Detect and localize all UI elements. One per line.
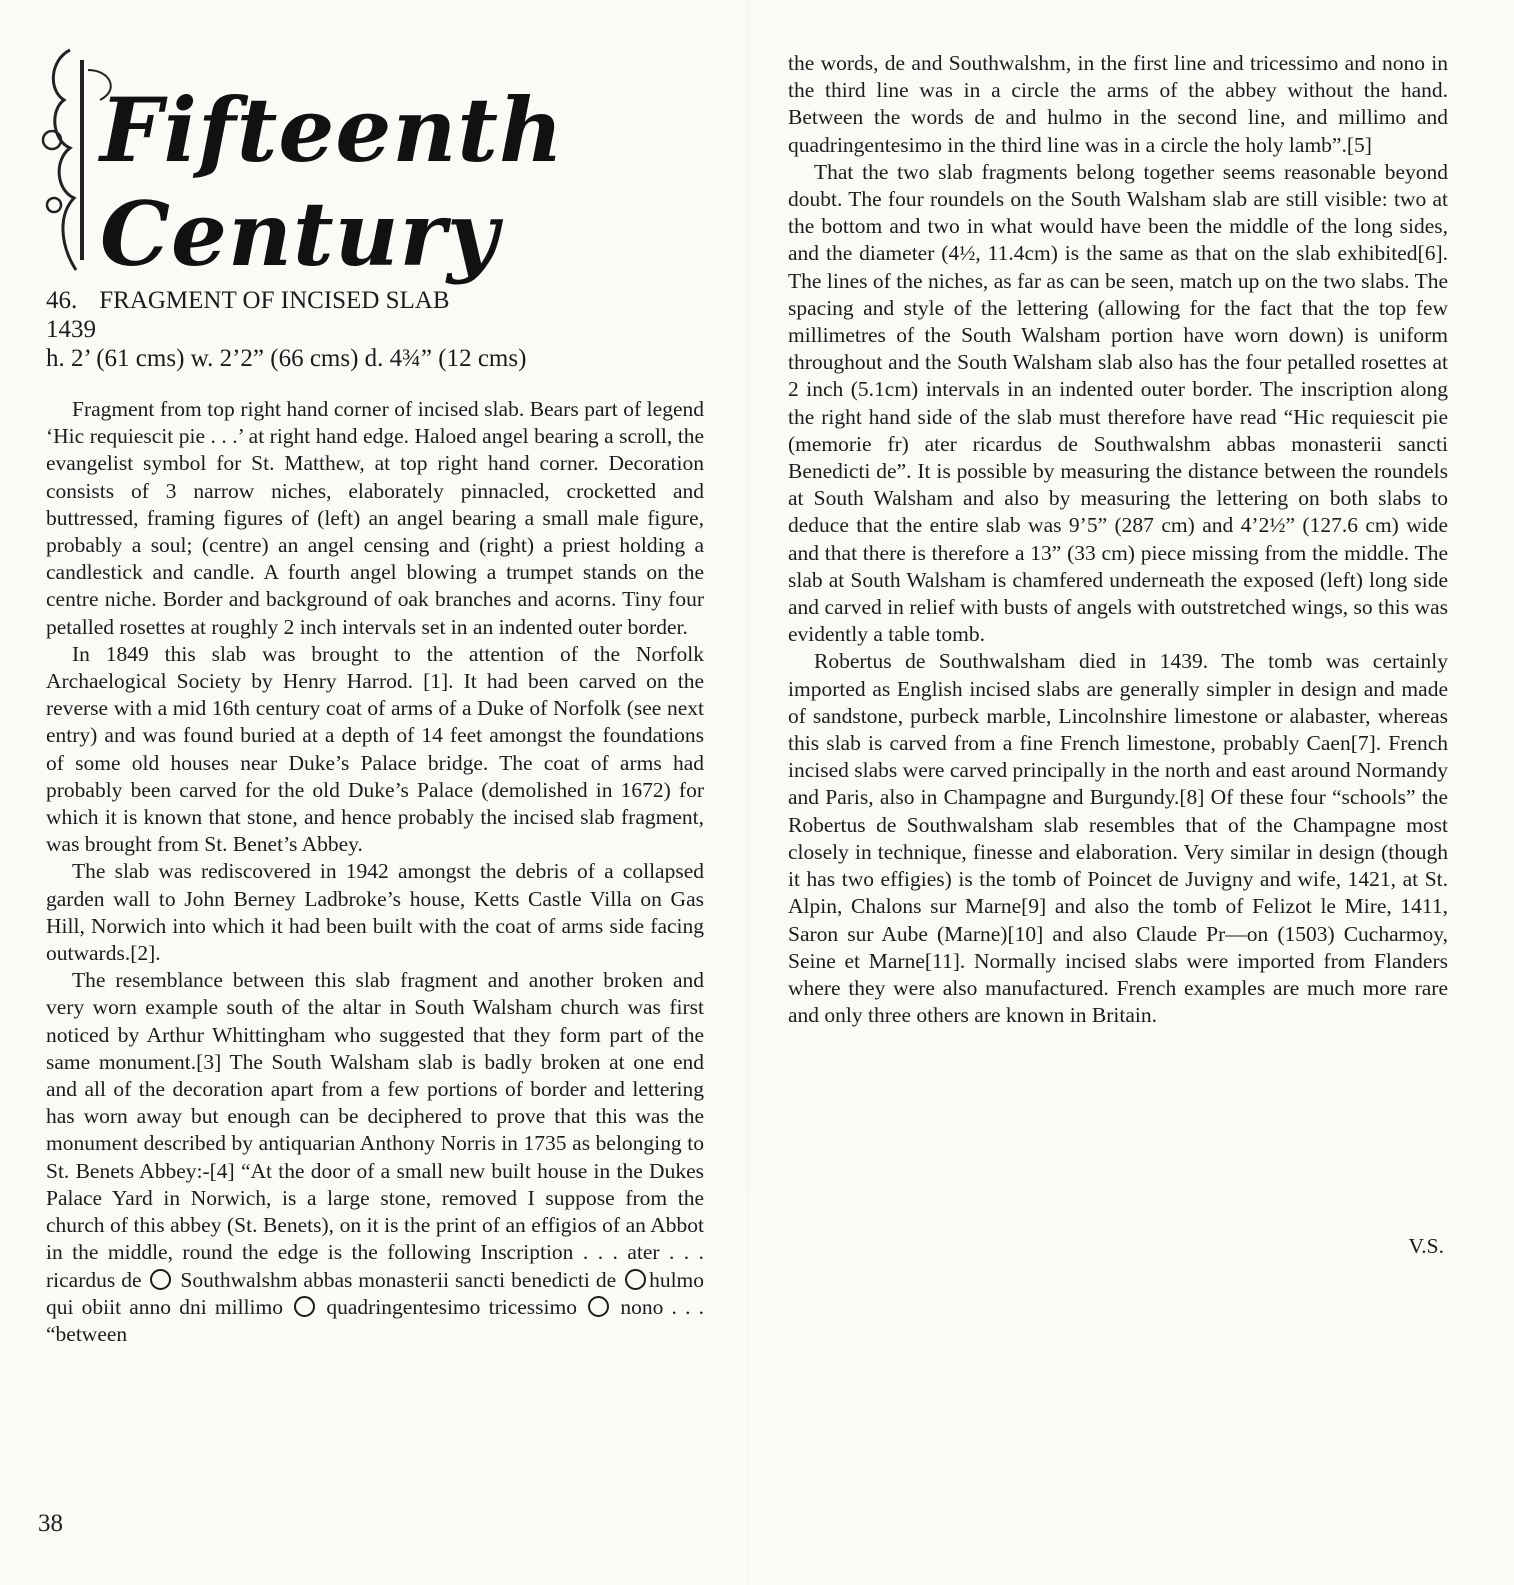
paragraph: Fragment from top right hand corner of incised slab. Bears part of legend ‘Hic requiescit pie . . .’ at right hand edge. Haloed angel bearing a scroll, the evangelist symbol for St. Matthew, at top right hand corner. Decoration consists of 3 narrow niches, elaborately pinnacled, crocketted and buttressed, framing figures of (left) an angel bearing a small male figure, probably a soul; (centre) an angel censing and (right) a priest holding a candlestick and candle. A fourth angel blowing a trumpet stands on the centre niche. Border and background of oak branches and acorns. Tiny four petalled rosettes at roughly 2 inch intervals set in an indented outer border. [46, 397, 704, 639]
chapter-heading [30, 30, 710, 286]
paragraph [46, 967, 704, 1348]
text-segment: hulmo qui obiit anno dni millimo [46, 1267, 705, 1319]
roundel-icon [294, 1296, 315, 1317]
author-initials: V.S. [1408, 1234, 1444, 1258]
paragraph: Robertus de Southwalsham died in 1439. The tomb was certainly imported as English incised slabs are generally simpler in design and made of sandstone, purbeck marble, Lincolnshire limestone or alabaster, whereas this slab is carved from a fine French limestone, probably Caen[7]. French incised slabs were carved principally in the north and east around Normandy and Paris, also in Champagne and Burgundy.[8] Of these four “schools” the Robertus de Southwalsham slab resembles that of the Champagne most closely in technique, finesse and elaboration. Very similar in design (though it has two effigies) is the tomb of Poincet de Juvigny and wife, 1421, at St. Alpin, Chalons sur Marne[9] and also the tomb of Felizot le Mire, 1411, Saron sur Aube (Marne)[10] and also Claude Pr—on (1503) Cucharmoy, Seine et Marne[11]. Normally incised slabs were imported from Flanders where they were also manufactured. French examples are much more rare and only three others are known in Britain. [788, 649, 1448, 1028]
entry-date: 1439 [46, 316, 96, 343]
entry-dimensions: h. 2’ (61 cms) w. 2’2” (66 cms) d. 4¾” (12 cms) [46, 345, 527, 372]
page-gutter [748, 0, 749, 1585]
text-segment: nono . . . “between [46, 1294, 705, 1346]
text-segment: quadringentesimo tricessimo [326, 1294, 577, 1319]
paragraph: the words, de and Southwalshm, in the first line and tricessimo and nono in the third line was in a circle the arms of the abbey without the hand. Between the words de and hulmo in the second line, and millimo and quadringentesimo in the third line was in a circle the holy lamb”.[5] [788, 51, 1448, 157]
left-column [46, 396, 704, 1348]
text-segment: The resemblance between this slab fragment and another broken and very worn example south of the altar in South Walsham church was first noticed by Arthur Whittingham who suggested that they form part of the same monument.[3] The South Walsham slab is badly broken at one end and all of the decoration apart from a few portions of border and lettering has worn away but enough can be deciphered to prove that this was the monument described by antiquarian Anthony Norris in 1735 as belonging to St. Benets Abbey:-[4] “At the door of a small new built house in the Dukes Palace Yard in Norwich, is a large stone, removed I suppose from the church of this abbey (St. Benets), on it is the print of an effigios of an Abbot in the middle, round the edge is the following Inscription . . . ater . . . ricardus de [46, 968, 704, 1292]
text-segment: Southwalshm abbas monasterii sancti benedicti de [180, 1267, 617, 1292]
entry-header [46, 286, 706, 373]
right-column [788, 50, 1448, 1029]
page-number: 38 [38, 1510, 63, 1537]
roundel-icon [625, 1269, 646, 1290]
paragraph: In 1849 this slab was brought to the attention of the Norfolk Archaelogical Society by Henry Harrod. [1]. It had been carved on the reverse with a mid 16th century coat of arms of a Duke of Norfolk (see next entry) and was found buried at a depth of 14 feet amongst the foundations of some old houses near Duke’s Palace bridge. The coat of arms had probably been carved for the old Duke’s Palace (demolished in 1672) for which it is known that stone, and hence probably the incised slab fragment, was brought from St. Benet’s Abbey. [46, 641, 704, 857]
entry-title: FRAGMENT OF INCISED SLAB [99, 287, 450, 314]
paragraph: The slab was rediscovered in 1942 amongst the debris of a collapsed garden wall to John Berney Ladbroke’s house, Ketts Castle Villa on Gas Hill, Norwich into which it had been built with the coat of arms side facing outwards.[2]. [46, 859, 704, 966]
roundel-icon [150, 1269, 171, 1290]
chapter-title: Fifteenth Century [100, 78, 564, 286]
paragraph: That the two slab fragments belong together seems reasonable beyond doubt. The four roundels on the South Walsham slab are still visible: two at the bottom and two in what would have been the middle of the long sides, and the diameter (4½, 11.4cm) is the same as that on the slab exhibited[6]. The lines of the niches, as far as can be seen, match up on the two slabs. The spacing and style of the lettering (allowing for the fact that the top few millimetres of the South Walsham portion have worn down) is uniform throughout and the South Walsham slab also has the four petalled rosettes at 2 inch (5.1cm) intervals in an indented outer border. The inscription along the right hand side of the slab must therefore have read “Hic requiescit pie (memorie fr) ater ricardus de Southwalshm abbas monasterii sancti Benedicti de”. It is possible by measuring the distance between the roundels at South Walsham and also by measuring the lettering on both slabs to deduce that the entire slab was 9’5” (287 cm) and 4’2½” (127.6 cm) wide and that there is therefore a 13” (33 cm) piece missing from the middle. The slab at South Walsham is chamfered underneath the exposed (left) long side and carved in relief with busts of angels with outstretched wings, so this was evidently a table tomb. [788, 159, 1448, 647]
roundel-icon [588, 1296, 609, 1317]
entry-number: 46. [46, 287, 78, 314]
